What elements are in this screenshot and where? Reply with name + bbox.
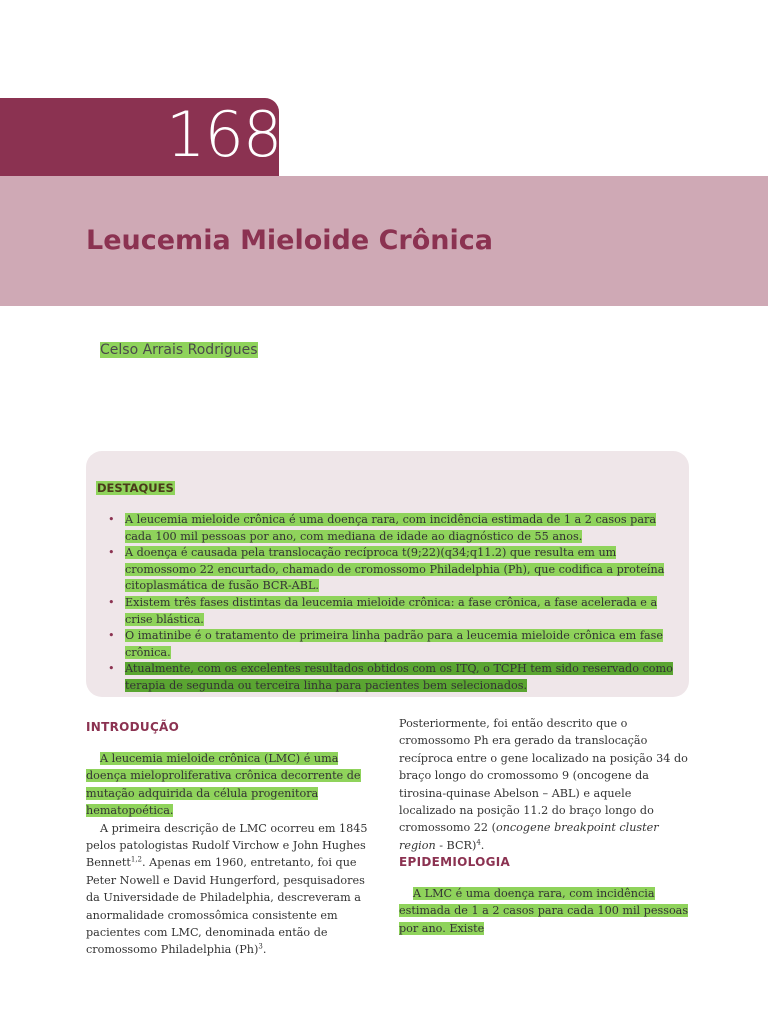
right-column <box>399 715 691 854</box>
epidemiology-paragraph: A LMC é uma doença rara, com incidência estimada de 1 a 2 casos para cada 100 mil pessoas por ano. Existe <box>399 887 689 935</box>
intro-paragraph-1: A leucemia mieloide crônica (LMC) é uma doença mieloproliferativa crônica decorrente de mutação adquirida da célula progenitora hematopoética. <box>86 752 361 818</box>
chapter-title: Leucemia Mieloide Crônica <box>86 225 493 256</box>
bullet-icon: • <box>108 546 115 560</box>
right-paragraph: Posteriormente, foi então descrito que o cromossomo Ph era gerado da translocação recíproca entre o gene localizado na posição 34 do braço longo do cromossomo 9 (oncogene da tirosina-quinase Abelson – ABL) e aquele localizado na posição 11.2 do braço longo do cromossomo 22 (oncogene breakpoint cluster region - BCR)$^4$. <box>399 717 688 852</box>
bullet-icon: • <box>108 629 115 643</box>
section-heading-intro: INTRODUÇÃO <box>86 720 180 734</box>
list-item: • A doença é causada pela translocação recíproca t(9;22)(q34;q11.2) que resulta em um cromossomo 22 encurtado, chamado de cromossomo Philadelphia (Ph), que codifica a proteína citoplasmática de fusão BCR-ABL. <box>108 546 665 593</box>
bullet-icon: • <box>108 662 115 676</box>
list-item: • O imatinibe é o tratamento de primeira linha padrão para a leucemia mieloide crônica em fase crônica. <box>108 629 664 659</box>
intro-column <box>86 750 376 959</box>
bullet-icon: • <box>108 513 115 526</box>
section-heading-epidemiology: EPIDEMIOLOGIA <box>399 855 511 869</box>
highlights-title: DESTAQUES <box>97 481 174 495</box>
highlights-list <box>108 512 683 695</box>
author-name: Celso Arrais Rodrigues <box>100 342 258 358</box>
chapter-number: 168 <box>166 98 282 171</box>
list-item: • A leucemia mieloide crônica é uma doença rara, com incidência estimada de 1 a 2 casos para cada 100 mil pessoas por ano, com mediana de idade ao diagnóstico de 55 anos. <box>108 513 657 543</box>
epidemiology-column <box>399 885 691 937</box>
list-item: • Existem três fases distintas da leucemia mieloide crônica: a fase crônica, a fase acelerada e a crise blástica. <box>108 595 658 626</box>
list-item: • Atualmente, com os excelentes resultados obtidos com os ITQ, o TCPH tem sido reservado como terapia de segunda ou terceira linha para pacientes bem selecionados. <box>108 662 673 692</box>
bullet-icon: • <box>108 595 115 609</box>
intro-paragraph-2: A primeira descrição de LMC ocorreu em 1845 pelos patologistas Rudolf Virchow e John Hughes Bennett$^{1,2}$. Apenas em 1960, entretanto, foi que Peter Nowell e David Hungerford, pesquisadores da Universidade de Philadelphia, descreveram a anormalidade cromossômica consistente em pacientes com LMC, denominada então de cromossomo Philadelphia $(Ph)^3$. <box>86 821 368 957</box>
